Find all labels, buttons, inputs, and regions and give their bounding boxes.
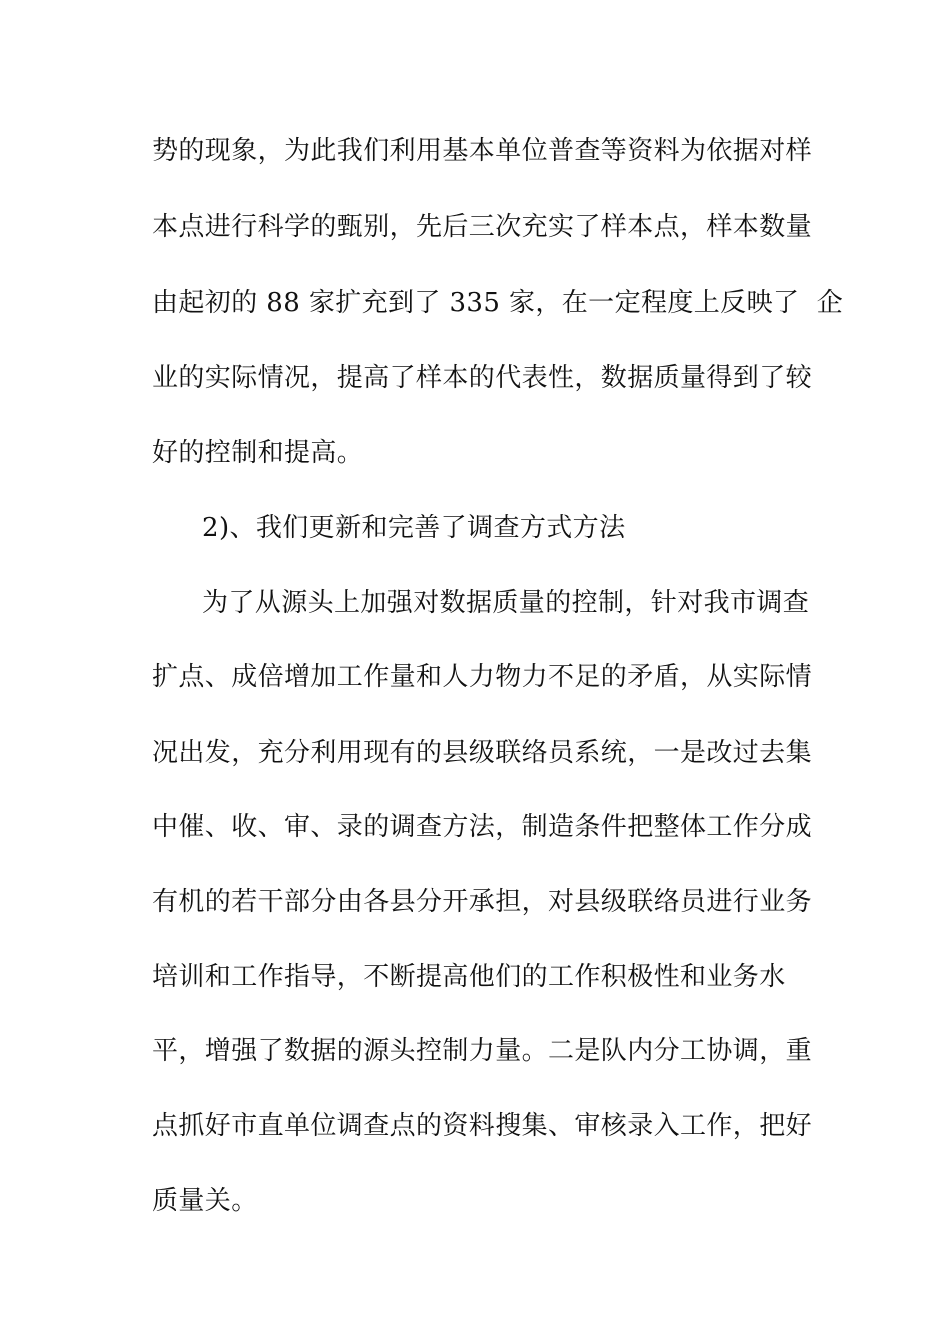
paragraph-line: 好的控制和提高。 xyxy=(152,438,364,468)
paragraph-line: 为了从源头上加强对数据质量的控制，针对我市调查 xyxy=(202,588,810,618)
paragraph-line: 势的现象，为此我们利用基本单位普查等资料为依据对样 xyxy=(152,136,813,166)
paragraph-line: 本点进行科学的甄别，先后三次充实了样本点，样本数量 xyxy=(152,212,813,242)
paragraph-line: 有机的若干部分由各县分开承担，对县级联络员进行业务 xyxy=(152,887,813,917)
paragraph-line: 点抓好市直单位调查点的资料搜集、审核录入工作，把好 xyxy=(152,1111,813,1141)
paragraph-line: 业的实际情况，提高了样本的代表性，数据质量得到了较 xyxy=(152,363,813,393)
paragraph-line: 由起初的 88 家扩充到了 335 家，在一定程度上反映了 企 xyxy=(152,288,844,318)
paragraph-line: 培训和工作指导，不断提高他们的工作积极性和业务水 xyxy=(152,962,786,992)
paragraph-line: 平，增强了数据的源头控制力量。二是队内分工协调，重 xyxy=(152,1036,813,1066)
paragraph-line: 中催、收、审、录的调查方法，制造条件把整体工作分成 xyxy=(152,812,813,842)
paragraph-line: 况出发，充分利用现有的县级联络员系统，一是改过去集 xyxy=(152,738,813,768)
paragraph-line: 扩点、成倍增加工作量和人力物力不足的矛盾，从实际情 xyxy=(152,662,813,692)
paragraph-line: 质量关。 xyxy=(152,1186,258,1216)
section-heading: 2)、我们更新和完善了调查方式方法 xyxy=(202,513,626,543)
